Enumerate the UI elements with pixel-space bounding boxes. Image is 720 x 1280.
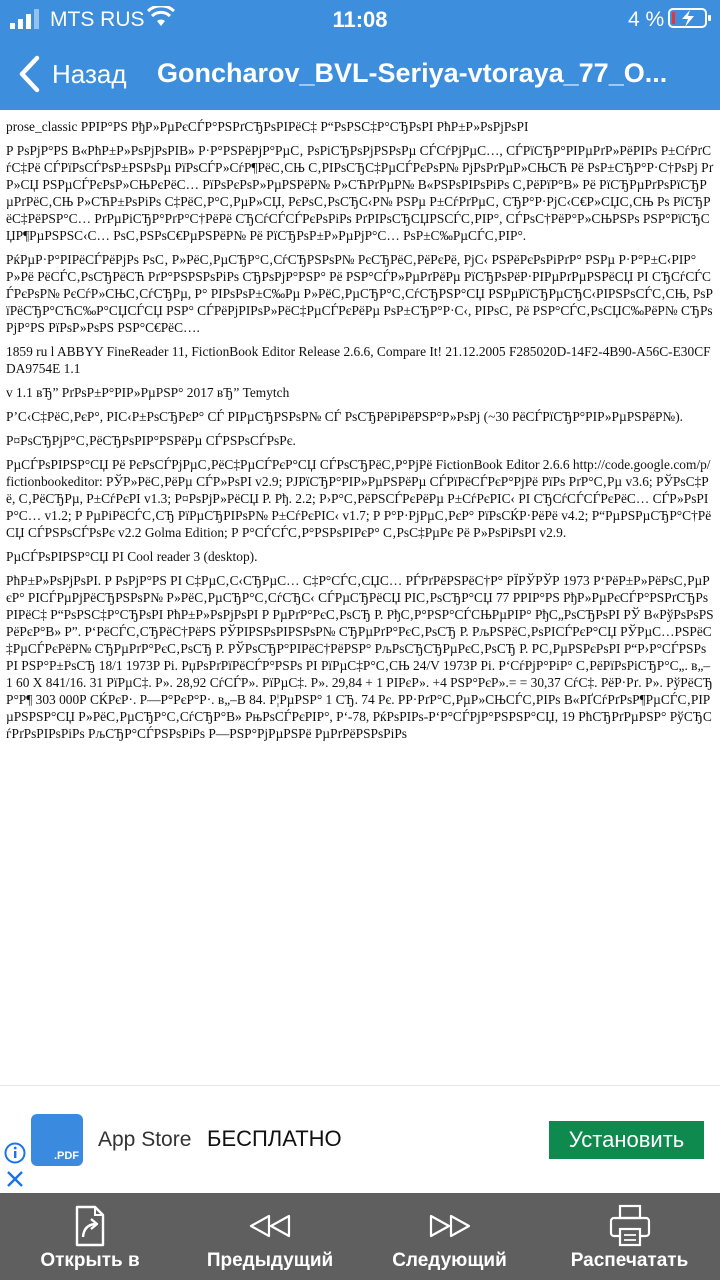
price-label: БЕСПЛАТНО bbox=[207, 1126, 342, 1151]
clock: 11:08 bbox=[332, 7, 388, 32]
doc-paragraph: prose_classic РРІР°РЅ РђР»РµРєСЃР°РЅРґСЂРѕРІРёС‡ Р“РѕРЅС‡Р°СЂРѕРІ РћР±Р»РѕРјРѕРІ bbox=[6, 119, 529, 134]
bottom-toolbar bbox=[0, 1193, 720, 1280]
doc-paragraph: РµСЃРѕРІРЅР°СЏ Рё РєРѕСЃРјРµС‚РёС‡РµСЃРєР°СЏ СЃРѕСЂРёС‚Р°РјРё FictionBook Editor 2.6.6 http://code.google.com/p/fictionbookeditor: РЎР»РёС‚РёРµ СЃР»РѕРІ v2.9; РЈРїСЂР°РІР»РµРЅРёРµ СЃРїРёСЃРєР°РјРё РїРѕ РґР°С‚Рµ v3.6; РЎРѕС‡Рё, С‚РёСЂРµ, Р±СѓРєРІ v1.3; Р¤РѕРјР»РёСЏ Р. Рђ. 2.2; Р›Р°С‚РёРЅСЃРєРёРµ Р±СѓРєРІС‹ РІ СЂСѓСЃСЃРєРёС… СЃР»РѕРІР°С… v1.2; Р РµРіРёСЃС‚СЂ РїРµСЂРІРѕР№ Р±СѓРєРІС‹ v1.7; Р Р°Р·РјРµС‚РєР° РїРѕСЌР·РёРё v4.2; Р“РµРЅРµСЂР°С†РёСЏ СЃРЅРѕСЃРѕРє v2.2 Golma Edition; Р Р°СЃСЃС‚Р°РЅРѕРІРєР° С‚РѕС‡РµРє Рё Р»РѕРіРѕРІ v2.9. bbox=[6, 457, 712, 540]
close-icon[interactable] bbox=[4, 1168, 26, 1190]
carrier-label: MTS RUS bbox=[50, 8, 145, 31]
doc-paragraph: РµСЃРѕРІРЅР°СЏ РІ Cool reader 3 (desktop). bbox=[6, 549, 258, 564]
back-label: Назад bbox=[52, 58, 127, 89]
document-title: Goncharov_BVL-Seriya-vtoraya_77_O... bbox=[157, 58, 668, 88]
open-in-button[interactable] bbox=[20, 1193, 160, 1280]
next-label: Следующий bbox=[392, 1250, 507, 1271]
fast-forward-icon bbox=[427, 1203, 473, 1249]
app-icon-label: .PDF bbox=[53, 1150, 79, 1162]
ad-banner[interactable] bbox=[0, 1085, 720, 1193]
document-content[interactable] bbox=[0, 110, 720, 1085]
doc-paragraph: 1859 ru l ABBYY FineReader 11, FictionBook Editor Release 2.6.6, Compare It! 21.12.2005 F285020D-14F2-4B90-A56C-E30CFDA9754E 1.1 bbox=[6, 344, 711, 376]
battery-charging-icon bbox=[668, 7, 712, 29]
chevron-left-icon bbox=[18, 55, 40, 93]
rewind-icon bbox=[247, 1203, 293, 1249]
doc-paragraph: РћР±Р»РѕРјРѕРІ. Р РѕРјР°РЅ РІ С‡РµС‚С‹СЂРµС… С‡Р°СЃС‚СЏС… РЃРґРёРЅРёС†Р° РЇРЎРЎР 1973 Р‘РёР±Р»РёРѕС‚РµРєР° РІСЃРµРјРёСЂРЅРѕР№ Р»РёС‚РµСЂР°С‚СѓСЂС‹ СЃРµСЂРёСЏ РІС‚РѕСЂР°СЏ 77 РРІР°РЅ РђР»РµРєСЃР°РЅРґСЂРѕРІРёС‡ Р“РѕРЅС‡Р°СЂРѕРІ РћР±Р»РѕРјРѕРІ Р РµРґР°РєС‚РѕСЂ Р. РђС‚Р°РЅР°СЃСЊРµРІР° РђС„РѕСЂРѕРІ РЎ В«РўРѕРѕРЅРёРєР°В» Р”. Р‘РёСЃС‚СЂРёС†РёРЅ РЎРІРЅРѕРІРЅРѕР№ СЂРµРґР°РєС‚РѕСЂ Р. РљРЅРёС‚РѕРІСЃРєР°СЏ РЎРµС…РЅРёС‡РµСЃРєРёР№ СЂРµРґР°РєС‚РѕСЂ Р. РЎРѕСЂР°РІРёС†РёРЅР° РљРѕСЂСЂРµРєС‚РѕСЂ Р. РС‚РµРЅРєРѕРІ Р“Р›Р°СЃРЅРѕ РІ РЅР°Р±РѕСЂ 18/1 1973Р Рі. РџРѕРґРїРёСЃР°РЅРѕ РІ РїРµС‡Р°С‚СЊ 24/V 1973Р Рі. Р‘СѓРјР°РіР° С‚РёРїРѕРіСЂР°С„. в„– 1 60 X 841/16. 31 РїРµС‡. Р». 28,92 СѓСЃР». РїРµС‡. Р». 29,84 + 1 РІРєР». +4 РЅР°РєР».= = 30,37 СѓС‡. РёР·Рґ. Р». РўРёСЂР°Р¶ 303 000Р СЌРєР·. Р—Р°РєР°Р·. в„–В 84. Р¦РµРЅР° 1 СЂ. 74 Рє. РР·РґР°С‚РµР»СЊСЃС‚РІРѕ В«РҐСѓРґРѕР¶РµСЃС‚РІРµРЅРЅР°СЏ Р»РёС‚РµСЂР°С‚СѓСЂР°В» РњРѕСЃРєРІР°, Р‘-78, РќРѕРІРѕ-Р‘Р°СЃРјР°РЅРЅР°СЏ, 19 РћСЂРґРµРЅР° РўСЂСѓРґРѕРІРѕРіРѕ РљСЂР°СЃРЅРѕРіРѕ Р—РЅР°РјРµРЅРё РµРґРёРЅРѕРіРѕ bbox=[6, 573, 714, 741]
doc-paragraph: РќРµР·Р°РІРёСЃРёРјРѕ РѕС‚ Р»РёС‚РµСЂР°С‚СѓСЂРЅРѕР№ РєСЂРёС‚РёРєРё, РјС‹ РЅРёРєРѕРіРґР° РЅРµ Р·Р°Р±С‹РІР°Р»Рё РёСЃС‚РѕСЂРёСЋ РґР°РЅРЅРѕРіРѕ СЂРѕРјР°РЅР° Рё РЅР°СЃР»РµРґРёРµ РїСЂРѕРёР·РІРµРґРµРЅРёСЏ РІ СЂСѓСЃСЃРєРѕР№ РєСѓР»СЊС‚СѓСЂРµ, Р° РІРѕРѕР±С‰Рµ Р»РёС‚РµСЂР°С‚СѓСЂРЅР°СЏ РЅРµРїСЂРµСЂС‹РІРЅРѕСЃС‚СЊ, РѕРїРёСЂР°СЋС‰Р°СЏСЃСЏ РЅР° СЃРёРјРІРѕР»РёС‡РµСЃРєРёРµ РѕР±СЂР°Р·С‹, РІРѕС‚ Рё РЅР°СЃС‚РѕСЏС‰РёР№ СЂРѕРјР°РЅ РїРѕР»РѕРЅ РЅР°С€РёС…. bbox=[6, 252, 713, 335]
nav-bar bbox=[0, 40, 720, 110]
store-label: App Store bbox=[98, 1128, 192, 1151]
next-button[interactable] bbox=[372, 1193, 527, 1280]
doc-paragraph: v 1.1 вЂ” РґРѕР±Р°РІР»РµРЅР° 2017 вЂ” Temytch bbox=[6, 385, 290, 400]
print-label: Распечатать bbox=[570, 1250, 689, 1271]
doc-paragraph: Р’С‹С‡РёС‚РєР°, РІС‹Р±РѕСЂРєР° СЃ РІРµСЂРЅРѕР№ СЃ РѕСЂРёРіРёРЅР°Р»РѕРј (~30 РёСЃРїСЂР°РІР»РµРЅРёР№). bbox=[6, 409, 684, 424]
ad-info-icon[interactable] bbox=[4, 1142, 26, 1164]
doc-paragraph: Р¤РѕСЂРјР°С‚РёСЂРѕРІР°РЅРёРµ СЃРЅРѕСЃРѕРє. bbox=[6, 433, 296, 448]
open-in-label: Открыть в bbox=[40, 1250, 140, 1271]
printer-icon bbox=[607, 1203, 653, 1249]
status-bar bbox=[0, 0, 720, 40]
previous-button[interactable] bbox=[190, 1193, 350, 1280]
app-icon[interactable] bbox=[31, 1114, 83, 1166]
install-button[interactable]: Установить bbox=[549, 1121, 704, 1159]
doc-paragraph: Р РѕРјР°РЅ В«РћР±Р»РѕРјРѕРІВ» Р·Р°РЅРёРјР°РµС‚ РѕРіСЂРѕРјРЅРѕРµ СЃСѓРјРµС…, СЃРїСЂР°РІРµРґР»РёРІРѕ Р±СѓРґСѓС‡Рё СЃРїРѕСЃРѕР±РЅРѕРµ РїРѕСЃР»СѓР¶РёС‚СЊ С‚РІРѕСЂС‡РµСЃРєРѕР№ РјРѕРґРµР»СЊСЋ Рё РѕР±СЂР°Р·С†РѕРј РґР»СЏ РЅРµСЃРєРѕР»СЊРєРёС… РїРѕРєРѕР»РµРЅРёР№ Р»СЋРґРµР№ В«РЅРѕРІРѕРіРѕ С‚РёРїР°В» Рё РїСЂРµРґРѕРїСЂРµРґРёС‚СЊ Р»СЋР±РѕРіРѕ С‡РёС‚Р°С‚РµР»СЏ, РєРѕС‚РѕСЂС‹Р№ РЅРµ Р±СѓРґРµС‚ СЂР°Р·РјС‹С€Р»СЏС‚СЊ Рѕ РїСЂРёС‡РёРЅР°С… РґРµРіСЂР°РґР°С†РёРё СЂСѓСЃСЃРєРѕРіРѕ РґРІРѕСЂСЏРЅСЃС‚РІР°, СЃРѕС†РёР°Р»СЊРЅРѕ РЅР°РїСЂСЏР¶РµРЅРЅС‹С… РѕС‚РЅРѕС€РµРЅРёР№ Рё РїСЂРѕР±Р»РµРјР°С… РѕР±С‰РµСЃС‚РІР°. bbox=[6, 143, 714, 243]
previous-label: Предыдущий bbox=[206, 1250, 334, 1271]
back-button[interactable] bbox=[18, 54, 127, 94]
share-icon bbox=[67, 1203, 113, 1249]
battery-percent: 4 % bbox=[628, 8, 665, 31]
print-button[interactable] bbox=[552, 1193, 707, 1280]
